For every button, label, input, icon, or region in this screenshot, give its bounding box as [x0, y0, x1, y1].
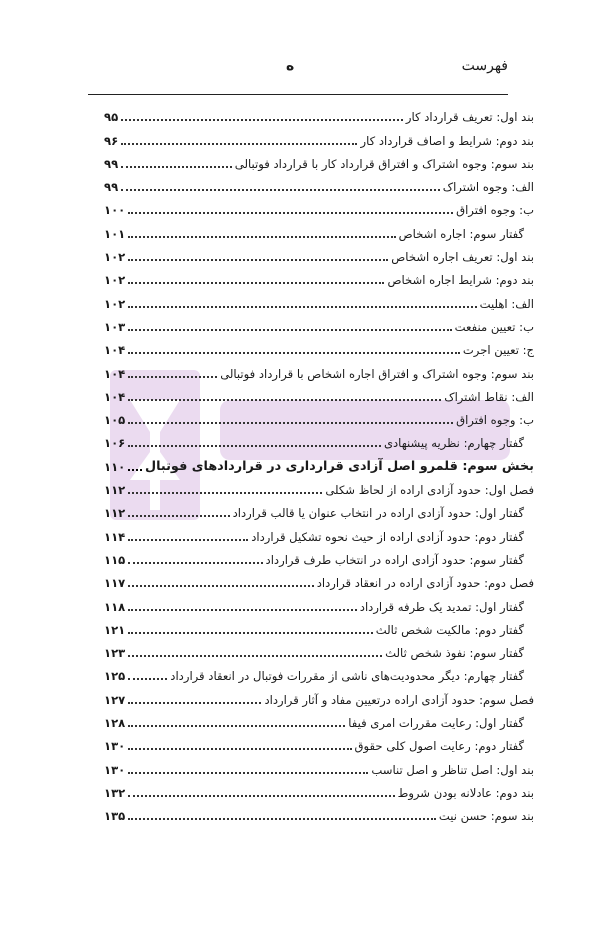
- toc-leader-dots: [128, 655, 382, 657]
- toc-entry-page: ۹۵: [104, 110, 119, 125]
- toc-entry: [104, 287, 534, 310]
- toc-entry-page: ۹۶: [104, 133, 119, 148]
- toc-entry-title: گفتار دوم: مالکیت شخص ثالث: [375, 622, 524, 637]
- table-of-contents: [104, 101, 534, 823]
- toc-leader-dots: [121, 143, 357, 145]
- toc-entry: [104, 124, 534, 147]
- toc-leader-dots: [128, 748, 351, 750]
- toc-entry-title: ج: تعیین اجرت: [462, 343, 534, 358]
- toc-entry: [104, 777, 534, 800]
- toc-leader-dots: [128, 212, 453, 214]
- toc-leader-dots: [128, 492, 322, 494]
- toc-entry-title: فصل دوم: حدود آزادی اراده در انعقاد قرارداد: [316, 576, 534, 591]
- toc-entry: [104, 800, 534, 823]
- toc-entry-page: ۱۳۵: [104, 809, 126, 824]
- toc-entry-title: گفتار سوم: حدود آزادی اراده در انتخاب طرف قرارداد: [265, 552, 524, 567]
- toc-entry-page: ۱۲۳: [104, 646, 126, 661]
- toc-entry-title: گفتار اول: حدود آزادی اراده در انتخاب عنوان یا قالب قرارداد: [232, 506, 524, 521]
- toc-entry-page: ۱۰۴: [104, 389, 126, 404]
- toc-entry-page: ۱۱۲: [104, 483, 126, 498]
- toc-entry-page: ۱۱۷: [104, 576, 126, 591]
- toc-leader-dots: [128, 772, 368, 774]
- toc-entry: [104, 217, 534, 240]
- toc-entry: [104, 427, 534, 450]
- toc-entry-title: بند دوم: شرایط و اصاف قرارداد کار: [360, 133, 534, 148]
- toc-entry: [104, 101, 534, 124]
- toc-entry-title: ب: وجوه افتراق: [456, 413, 534, 428]
- toc-entry: [104, 753, 534, 776]
- toc-entry-title: گفتار سوم: نفوذ شخص ثالث: [385, 646, 524, 661]
- toc-entry-page: ۱۰۲: [104, 250, 126, 265]
- toc-entry: [104, 148, 534, 171]
- toc-entry-page: ۱۱۲: [104, 506, 126, 521]
- toc-entry: [104, 311, 534, 334]
- toc-entry: [104, 474, 534, 497]
- toc-entry: [104, 381, 534, 404]
- toc-entry-title: بند دوم: شرایط اجاره اشخاص: [387, 273, 534, 288]
- toc-leader-dots: [128, 678, 167, 680]
- toc-entry-title: الف: نقاط اشتراک: [444, 389, 534, 404]
- toc-entry-title: گفتار اول: تمدید یک طرفه قرارداد: [359, 599, 524, 614]
- toc-entry-title: بند اول: اصل تناظر و اصل تناسب: [371, 762, 534, 777]
- toc-leader-dots: [128, 585, 314, 587]
- toc-leader-dots: [128, 469, 142, 471]
- toc-entry-page: ۱۰۴: [104, 343, 126, 358]
- toc-entry-title: گفتار سوم: اجاره اشخاص: [398, 226, 524, 241]
- toc-entry-title: گفتار چهارم: نظریه پیشنهادی: [383, 436, 524, 451]
- toc-entry-title: بند سوم: وجوه اشتراک و افتراق قرارداد کار با قرارداد فوتبالی: [234, 156, 534, 171]
- toc-entry: [104, 707, 534, 730]
- toc-leader-dots: [121, 189, 440, 191]
- toc-entry: [104, 660, 534, 683]
- toc-leader-dots: [128, 818, 436, 820]
- toc-entry-page: ۱۲۱: [104, 622, 126, 637]
- toc-entry-title: فصل سوم: حدود آزادی اراده درتعیین مفاد و آثار قرارداد: [264, 692, 534, 707]
- toc-entry-page: ۱۱۸: [104, 599, 126, 614]
- toc-leader-dots: [128, 609, 357, 611]
- toc-entry-page: ۹۹: [104, 156, 119, 171]
- toc-leader-dots: [128, 795, 394, 797]
- toc-leader-dots: [128, 329, 451, 331]
- toc-leader-dots: [128, 515, 229, 517]
- toc-entry: [104, 241, 534, 264]
- toc-leader-dots: [128, 376, 217, 378]
- toc-leader-dots: [128, 562, 262, 564]
- toc-entry-title: گفتار اول: رعایت مقررات امری فیفا: [348, 716, 524, 731]
- toc-entry-title: فصل اول: حدود آزادی اراده از لحاظ شکلی: [325, 483, 534, 498]
- toc-leader-dots: [128, 282, 384, 284]
- toc-entry-page: ۱۰۱: [104, 226, 126, 241]
- toc-entry-page: ۱۲۵: [104, 669, 126, 684]
- toc-leader-dots: [121, 166, 232, 168]
- toc-leader-dots: [121, 119, 403, 121]
- toc-entry-page: ۱۳۲: [104, 785, 126, 800]
- toc-entry-page: ۱۲۸: [104, 716, 126, 731]
- toc-entry-page: ۱۰۲: [104, 296, 126, 311]
- toc-entry-title: ب: تعیین منفعت: [454, 319, 534, 334]
- toc-entry-page: ۱۰۲: [104, 273, 126, 288]
- toc-leader-dots: [128, 399, 441, 401]
- toc-entry-title: گفتار دوم: رعایت اصول کلی حقوق: [354, 739, 524, 754]
- toc-entry-page: ۱۱۰: [104, 459, 126, 474]
- toc-entry: [104, 567, 534, 590]
- toc-entry-title: گفتار دوم: حدود آزادی اراده از حیث نحوه تشکیل قرارداد: [251, 529, 524, 544]
- toc-leader-dots: [128, 422, 453, 424]
- toc-entry: [104, 520, 534, 543]
- toc-entry: [104, 497, 534, 520]
- toc-entry-page: ۱۰۴: [104, 366, 126, 381]
- toc-entry-page: ۱۰۳: [104, 319, 126, 334]
- toc-entry-page: ۹۹: [104, 180, 119, 195]
- toc-entry: [104, 194, 534, 217]
- page-header: [88, 52, 508, 95]
- toc-entry: [104, 544, 534, 567]
- toc-entry-page: ۱۰۵: [104, 413, 126, 428]
- toc-entry-title: ب: وجوه افتراق: [456, 203, 534, 218]
- toc-entry: [104, 334, 534, 357]
- toc-entry: [104, 450, 534, 473]
- toc-leader-dots: [128, 306, 476, 308]
- toc-entry-page: ۱۱۵: [104, 552, 126, 567]
- toc-entry: [104, 637, 534, 660]
- toc-leader-dots: [128, 259, 388, 261]
- toc-entry: [104, 264, 534, 287]
- toc-entry: [104, 614, 534, 637]
- toc-entry: [104, 683, 534, 706]
- toc-entry: [104, 404, 534, 427]
- toc-entry-page: ۱۰۶: [104, 436, 126, 451]
- toc-leader-dots: [128, 352, 460, 354]
- header-title: فهرست: [461, 58, 508, 74]
- toc-leader-dots: [128, 632, 373, 634]
- toc-entry: [104, 357, 534, 380]
- toc-leader-dots: [128, 539, 248, 541]
- toc-entry-title: الف: وجوه اشتراک: [442, 180, 534, 195]
- toc-leader-dots: [128, 445, 381, 447]
- toc-entry-title: بند اول: تعریف قرارداد کار: [405, 110, 534, 125]
- toc-entry-title: بخش سوم: قلمرو اصل آزادی قرارداری در قراردادهای فوتبال: [144, 458, 534, 474]
- toc-entry: [104, 730, 534, 753]
- toc-entry-page: ۱۳۰: [104, 739, 126, 754]
- toc-entry: [104, 590, 534, 613]
- toc-entry-title: بند سوم: وجوه اشتراک و افتراق اجاره اشخاص با قرارداد فوتبالی: [220, 366, 534, 381]
- toc-leader-dots: [128, 236, 395, 238]
- toc-entry-page: ۱۳۰: [104, 762, 126, 777]
- toc-entry-page: ۱۱۴: [104, 529, 126, 544]
- toc-entry: [104, 171, 534, 194]
- toc-entry-title: گفتار چهارم: دیگر محدودیت‌های ناشی از مقررات فوتبال در انعقاد قرارداد: [170, 669, 524, 684]
- toc-entry-page: ۱۲۷: [104, 692, 126, 707]
- toc-leader-dots: [128, 702, 261, 704]
- toc-leader-dots: [128, 725, 345, 727]
- page-number: ه: [286, 58, 295, 74]
- toc-entry-title: بند دوم: عادلانه بودن شروط: [397, 785, 534, 800]
- toc-entry-title: بند سوم: حسن نیت: [438, 809, 534, 824]
- toc-entry-title: الف: اهلیت: [479, 296, 534, 311]
- toc-entry-title: بند اول: تعریف اجاره اشخاص: [391, 250, 534, 265]
- toc-entry-page: ۱۰۰: [104, 203, 126, 218]
